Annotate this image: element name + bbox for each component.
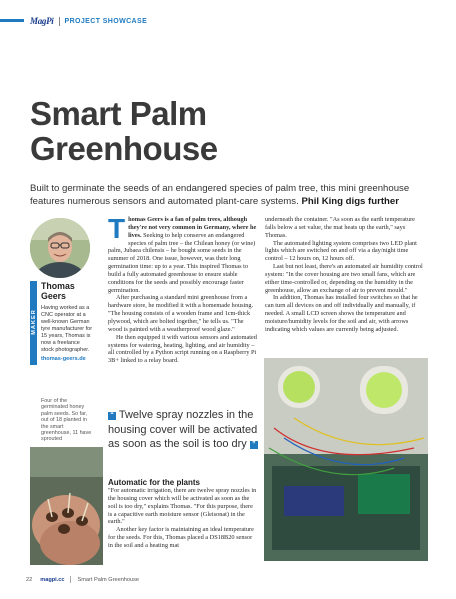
article-paragraph: After purchasing a standard mini greenhouse from a hardware store, he modified it with a homemade housing. "The housing consists of a wooden frame and 1cm-thick plywood, which are bolted together," he tells us. "The wood is painted with a weatherproof wood glaze.": [108, 294, 254, 333]
maker-description: Having worked as a CNC operator at a well-known German tyre manufacturer for 15 years, Thomas is now a freelance stock photographer.: [41, 305, 93, 353]
article-column-2: [265, 216, 427, 334]
maker-tab: [30, 281, 37, 365]
article-standfirst: [30, 182, 432, 208]
footer-article-title: Smart Palm Greenhouse: [77, 576, 140, 583]
header-accent-bar: [0, 19, 24, 22]
magpi-logo: MagPi: [30, 16, 54, 26]
maker-tab-label: MAKER: [31, 309, 37, 335]
article-lead: homas Geers is a fan of palm trees, although they're not very common in Germany, where he lives.: [128, 216, 257, 239]
standfirst-text: Built to germinate the seeds of an endangered species of palm tree, this mini greenhouse features numerous sensors and automated plant-care systems.: [30, 183, 410, 207]
maker-website-link[interactable]: thomas-geers.de: [41, 356, 86, 362]
article-subheading: Automatic for the plants: [108, 478, 201, 487]
article-paragraph: "For automatic irrigation, there are twelve spray nozzles in the housing cover which will be activated as soon as the soil is too dry," explains Thomas. "For this purpose, there is a capacitive earth moisture sensor (Gleisonat) in the earth.": [108, 487, 257, 526]
header-divider: [59, 17, 60, 26]
page-footer: [26, 576, 139, 583]
page-header: [30, 15, 147, 27]
article-column-1: [108, 213, 258, 365]
pull-quote-text: Twelve spray nozzles in the housing cover will be activated as soon as the soil is too dry: [108, 409, 258, 450]
article-paragraph: Thomas Geers is a fan of palm trees, although they're not very common in Germany, where he lives. Seeking to help conserve an endangered species of palm tree – the Chilean honey (or wine) palm, Jubaea chilensis – he bought some seeds in the summer of 2018. One issue, however, was their long germination time: up to a year. This inspired Thomas to build a fully automated greenhouse to ensure stable conditions for the seeds and possibly encourage faster germination.: [108, 213, 257, 294]
drop-cap: T: [108, 213, 126, 244]
quote-open-icon: “: [108, 412, 116, 420]
article-paragraph: Another key factor is maintaining an ideal temperature for the seeds. For this, Thomas placed a DS18B20 sensor in the soil and a heating mat: [108, 526, 254, 549]
maker-portrait: [30, 218, 90, 278]
article-column-1-lower: [108, 487, 258, 550]
footer-magazine-link[interactable]: magpi.cc: [40, 576, 65, 583]
section-label: PROJECT SHOWCASE: [64, 17, 148, 25]
greenhouse-photo: [264, 358, 428, 561]
footer-divider: [70, 576, 71, 583]
article-paragraph: Last but not least, there's an automated air humidity control system: "In the cover housing are two small fans, which are either time-controlled or, depending on the humidity in the greenhouse, allow an exchange of air to prevent mould.": [265, 263, 423, 294]
maker-name: Thomas Geers: [41, 281, 75, 301]
byline: Phil King digs further: [301, 196, 399, 207]
page-number: 22: [26, 576, 33, 583]
article-paragraph: The automated lighting system comprises two LED plant lights which are switched on and off via a day/night time control – 12 hours on, 12 hours off.: [265, 239, 417, 263]
seeds-photo: [30, 447, 103, 565]
article-title-line1: Smart Palm: [30, 95, 207, 132]
article-paragraph: underneath the container. "As soon as the earth temperature falls below a set value, the mat heats up the earth," says Thomas.: [265, 216, 415, 239]
article-title: [30, 96, 218, 166]
quote-close-icon: ”: [250, 441, 258, 449]
article-title-line2: Greenhouse: [30, 130, 218, 167]
article-paragraph: He then equipped it with various sensors and automated systems for watering, heating, lighting, and air humidity – all controlled by a Python script running on a Raspberry Pi 3B+ linked to a relay board.: [108, 333, 257, 365]
pull-quote: [108, 408, 258, 452]
photo-caption: Four of the germinated honey palm seeds. So far, out of 18 planted in the smart greenhouse, 11 have sprouted: [41, 398, 92, 443]
article-paragraph: In addition, Thomas has installed four switches so that he can turn all devices on and off individually and manually, if needed. A small LCD screen shows the temperature and moisture/humidity levels for the soil and air, with arrows indicating which values are currently being adjusted.: [265, 294, 418, 333]
